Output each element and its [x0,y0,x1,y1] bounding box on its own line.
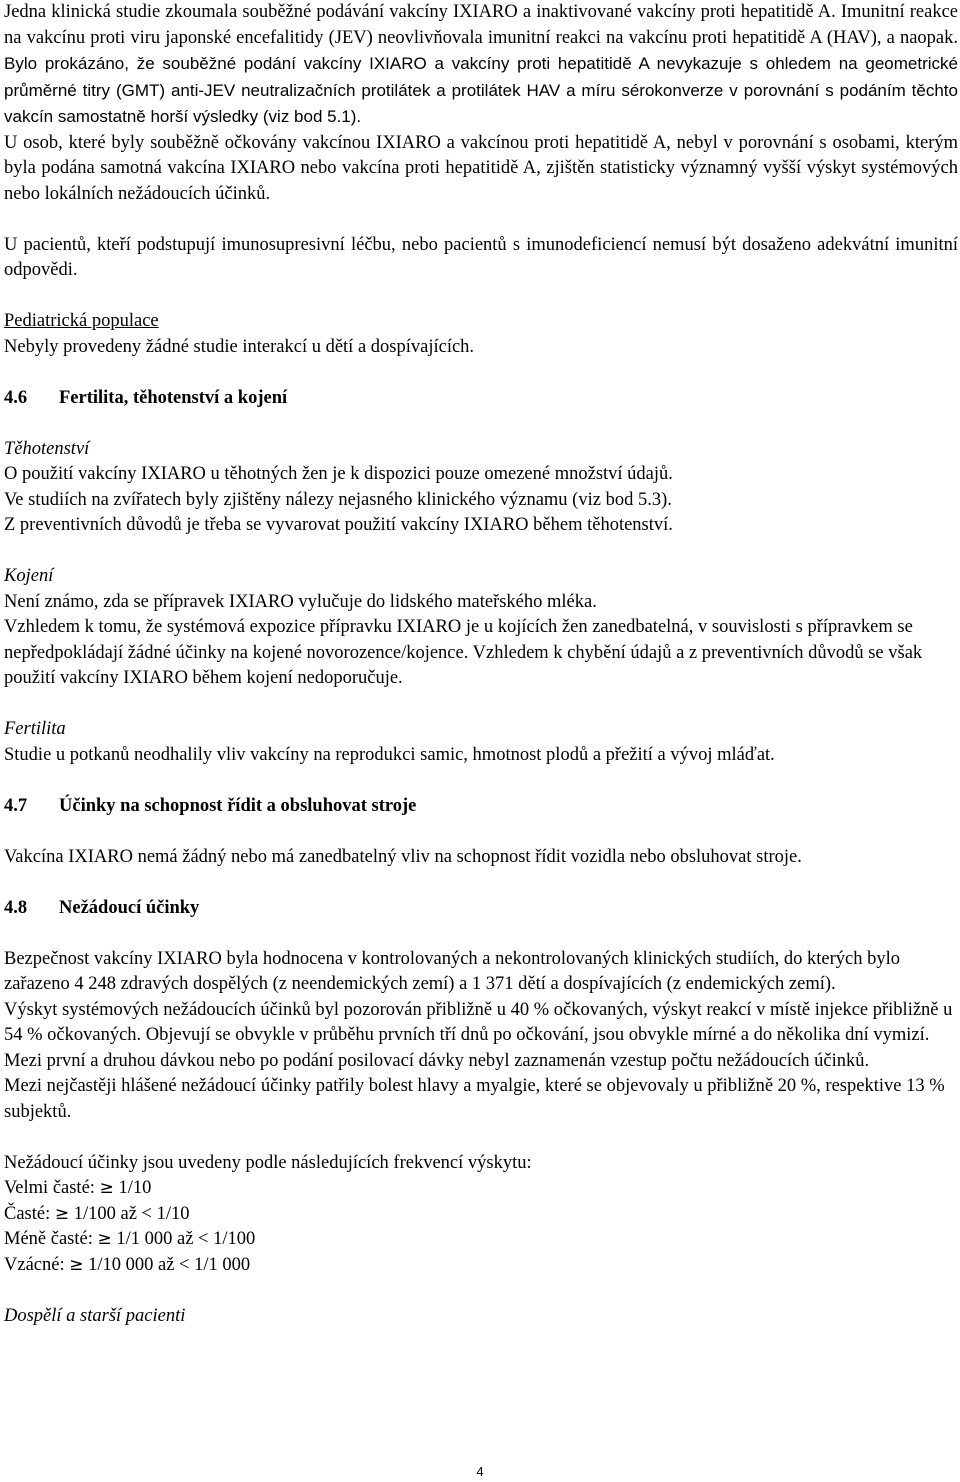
greater-equal-symbol: ≥ [69,1254,84,1275]
interaction-text-a: Jedna klinická studie zkoumala souběžné podávání vakcíny IXIARO a inaktivované vakcíny proti hepatitidě A. Imunitní reakce na vakcínu proti viru japonské encefalitidy (JEV) neovlivňovala imunitní reakci na vakcínu proti hepatitidě A (HAV), a naopak. [4,2,958,48]
section-title: Fertilita, těhotenství a kojení [59,387,288,408]
frequency-value: 1/1 000 až < 1/100 [111,1229,256,1249]
page-number: 4 [476,1464,484,1479]
greater-equal-symbol: ≥ [97,1229,112,1249]
interaction-paragraph [4,0,958,131]
frequency-value: 1/100 až < 1/10 [69,1203,190,1224]
pregnancy-line: Ve studiích na zvířatech byly zjištěny nálezy nejasného klinického významu (viz bod 5.3). [4,489,672,510]
systemic-reactions-paragraph: Výskyt systémových nežádoucích účinků byl pozorován přibližně u 40 % očkovaných, výskyt reakcí v místě injekce přibližně u 54 % očkovaných. Objevují se obvykle v průběhu prvních tří dnů po očkování, jsou obvykle mírné a do několika dní vymizí. Mezi první a druhou dávkou nebo po podání posilovací dávky nebyl zaznamenán vzestup počtu nežádoucích účinků. [4,999,953,1071]
frequency-row [4,1202,958,1228]
frequency-label: Časté: [4,1203,55,1224]
section-title: Nežádoucí účinky [59,897,200,918]
fertility-text: Studie u potkanů neodhalily vliv vakcíny na reprodukci samic, hmotnost plodů a přežití a vývoj mláďat. [4,744,775,765]
section-number: 4.7 [4,795,28,816]
breastfeeding-line: Není známo, zda se přípravek IXIARO vylučuje do lidského mateřského mléka. [4,591,597,612]
fertility-subheading: Fertilita [4,719,66,739]
driving-text: Vakcína IXIARO nemá žádný nebo má zanedbatelný vliv na schopnost řídit vozidla nebo obsluhovat stroje. [4,846,802,867]
section-4-6-heading [4,386,958,412]
section-4-8-heading [4,896,958,922]
frequency-intro: Nežádoucí účinky jsou uvedeny podle následujících frekvencí výskytu: [4,1152,532,1173]
pregnancy-line: O použití vakcíny IXIARO u těhotných žen je k dispozici pouze omezené množství údajů. [4,464,673,484]
pregnancy-subheading: Těhotenství [4,438,90,459]
frequency-label: Méně časté: [4,1229,98,1249]
section-title: Účinky na schopnost řídit a obsluhovat stroje [59,795,417,816]
section-number: 4.8 [4,897,28,918]
section-number: 4.6 [4,387,28,408]
breastfeeding-subheading: Kojení [4,566,54,586]
section-4-7-heading [4,794,958,820]
frequency-row [4,1176,958,1202]
frequency-row [4,1227,958,1253]
pediatric-subheading: Pediatrická populace [4,311,159,331]
safety-paragraph: Bezpečnost vakcíny IXIARO byla hodnocena v kontrolovaných a nekontrolovaných klinických studiích, do kterých bylo zařazeno 4 248 zdravých dospělých (z neendemických zemí) a 1 371 dětí a dospívajících (z endemických zemí). [4,948,900,994]
pediatric-text: Nebyly provedeny žádné studie interakcí u dětí a dospívajících. [4,336,475,357]
frequency-row [4,1253,958,1279]
breastfeeding-paragraph: Vzhledem k tomu, že systémová expozice přípravku IXIARO je u kojících žen zanedbatelná, v souvislosti s přípravkem se nepředpokládají žádné účinky na kojené novorozence/kojence. Vzhledem k chybění údajů a z preventivních důvodů se však použití vakcíny IXIARO během kojení nedoporučuje. [4,617,923,688]
interaction-text-b: Bylo prokázáno, že souběžné podání vakcíny IXIARO a vakcíny proti hepatitidě A nevykazuje s ohledem na geometrické průměrné titry (GMT) anti-JEV neutralizačních protilátek a protilátek HAV a míru sérokonverze v porovnání s podáním těchto vakcín samostatně horší výsledky (viz bod 5.1). [4,54,958,126]
frequency-value: 1/10 000 až < 1/1 000 [83,1254,251,1275]
coadministration-paragraph: U osob, které byly souběžně očkovány vakcínou IXIARO a vakcínou proti hepatitidě A, nebyl v porovnání s osobami, kterým byla podána samotná vakcína IXIARO nebo vakcína proti hepatitidě A, zjištěn statisticky významný vyšší výskyt systémových nebo lokálních nežádoucích účinků. [4,132,958,204]
greater-equal-symbol: ≥ [99,1178,114,1198]
greater-equal-symbol: ≥ [54,1203,70,1224]
common-effects-paragraph: Mezi nejčastěji hlášené nežádoucí účinky patřily bolest hlavy a myalgie, které se objevovaly u přibližně 20 %, respektive 13 % subjektů. [4,1076,945,1122]
adults-subheading: Dospělí a starší pacienti [4,1305,186,1326]
frequency-label: Vzácné: [4,1254,70,1275]
frequency-value: 1/10 [113,1178,152,1198]
immunosuppression-paragraph: U pacientů, kteří podstupují imunosupresivní léčbu, nebo pacientů s imunodeficiencí nemusí být dosaženo adekvátní imunitní odpovědi. [4,234,958,280]
document-page [4,0,958,1329]
frequency-label: Velmi časté: [4,1178,100,1198]
pregnancy-line: Z preventivních důvodů je třeba se vyvarovat použití vakcíny IXIARO během těhotenství. [4,515,673,535]
